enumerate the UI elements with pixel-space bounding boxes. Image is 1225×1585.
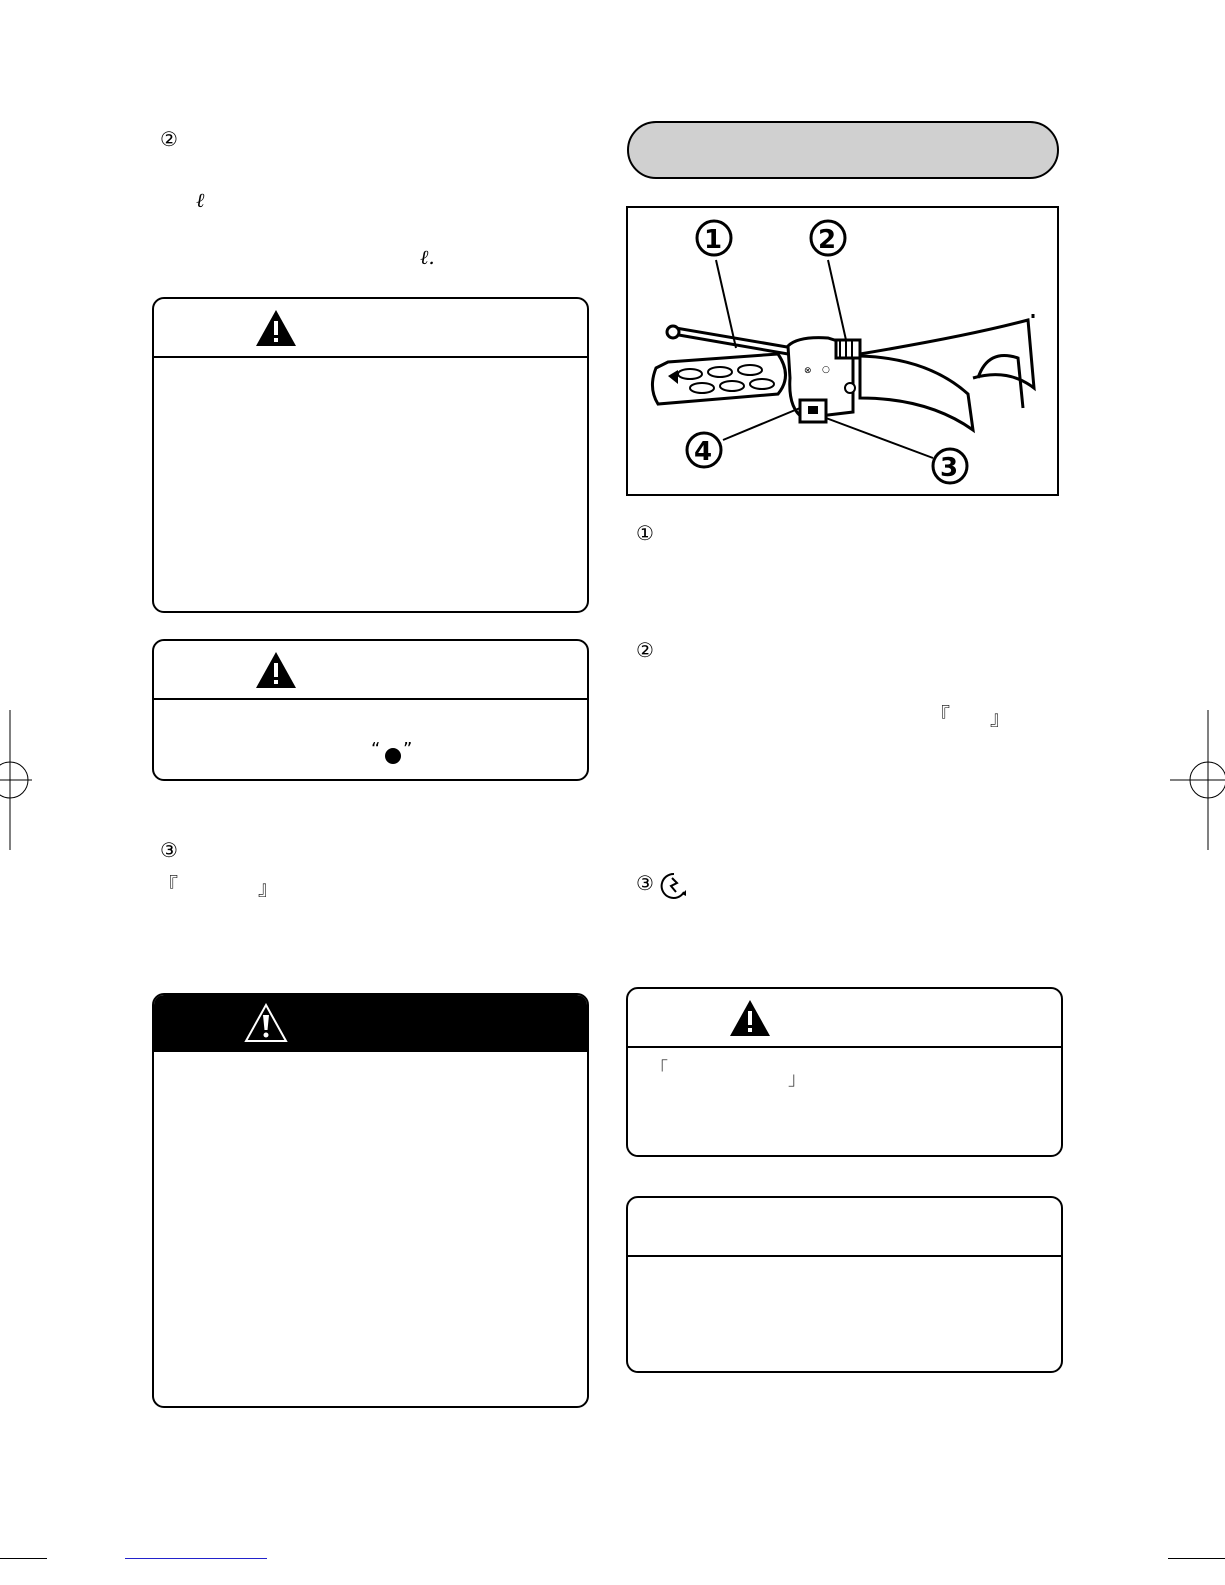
starter-switch-icon (660, 872, 688, 900)
caution-box-1 (152, 297, 589, 613)
item-3-marker-right: ③ (636, 871, 654, 895)
warning-triangle-icon (729, 999, 771, 1037)
bracket-close: 』 (258, 876, 278, 900)
crop-line-right (1168, 1558, 1225, 1559)
caution-box-2 (152, 639, 589, 781)
note-box-header (628, 1198, 1061, 1257)
callout-3: 3 (940, 453, 959, 483)
registration-mark-left (0, 710, 32, 850)
item-1-marker: ① (636, 521, 654, 545)
warning-triangle-icon (255, 651, 297, 689)
handlebar-illustration (628, 208, 1057, 494)
warning-box (152, 993, 589, 1408)
caution-box-1-header (154, 299, 587, 358)
svg-text:○: ○ (822, 365, 830, 375)
callout-1: 1 (704, 225, 723, 255)
warning-triangle-icon (255, 309, 297, 347)
bracket-close-right: 』 (990, 706, 1010, 730)
filled-circle-icon (384, 747, 402, 765)
bracket-open: 『 (158, 873, 178, 897)
item-3-marker: ③ (160, 838, 178, 862)
warning-triangle-outline-icon (244, 1003, 288, 1043)
warning-box-header (154, 995, 587, 1052)
callout-4: 4 (694, 437, 713, 467)
caution-box-2-header (154, 641, 587, 700)
liter-symbol: ℓ (196, 188, 205, 212)
crop-line-blue (125, 1558, 267, 1559)
caution-box-3 (626, 987, 1063, 1157)
registration-mark-right (1170, 710, 1225, 850)
bracket-close: 」 (788, 1069, 806, 1090)
quote-open: “ (371, 739, 381, 760)
callout-2: 2 (818, 225, 837, 255)
handlebar-figure (626, 206, 1059, 496)
quote-close: ” (403, 739, 413, 760)
liter-symbol-period: ℓ. (420, 245, 435, 269)
bracket-open: 「 (650, 1059, 668, 1080)
note-box (626, 1196, 1063, 1373)
bracket-open-right: 『 (930, 703, 950, 727)
item-2-marker: ② (160, 127, 178, 151)
svg-text:⊗: ⊗ (804, 366, 812, 376)
item-2-marker-right: ② (636, 638, 654, 662)
section-header-pill (627, 121, 1059, 179)
caution-box-3-header (628, 989, 1061, 1048)
crop-line-left (0, 1558, 47, 1559)
